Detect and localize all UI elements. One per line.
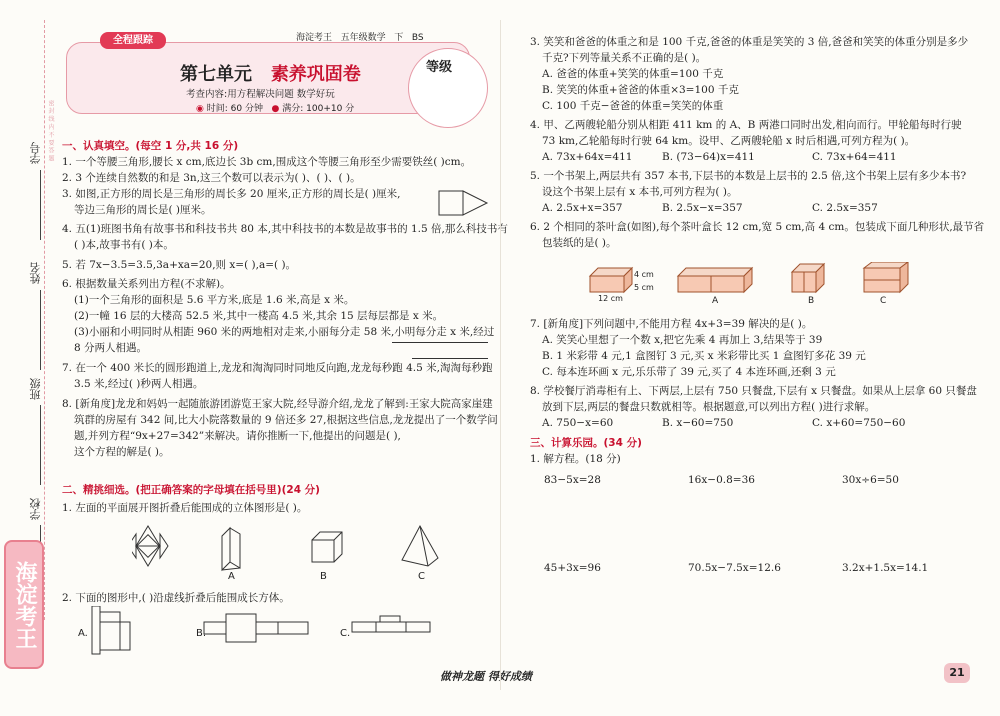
s1-q6a: (1)一个三角形的面积是 5.6 平方米,底是 1.6 米,高是 x 米。: [74, 294, 355, 306]
s2-q3a: 3. 笑笑和爸爸的体重之和是 100 千克,爸爸的体重是笑笑的 3 倍,爸爸和笑笑的体重分别是多少: [530, 36, 969, 48]
paper-title: 素养巩固卷: [270, 64, 361, 85]
s2-q7-option-a[interactable]: A. 笑笑心里想了一个数 x,把它先乘 4 再加上 3,结果等于 39: [542, 334, 823, 346]
package-a: [678, 268, 752, 292]
s2-q8-options: [530, 415, 970, 431]
q2-net-figures: [90, 606, 500, 658]
net-b: [204, 614, 308, 642]
answer-line-6-2[interactable]: [412, 358, 488, 359]
s2-q2: 2. 下面的图形中,( )沿虚线折叠后能围成长方体。: [62, 592, 290, 604]
s2-q4-options: [530, 149, 970, 165]
s1-q8d: 这个方程的解是( )。: [74, 446, 170, 458]
square-triangle-figure: [438, 188, 490, 218]
section-2-right: [530, 34, 985, 251]
equation-5[interactable]: 70.5x−7.5x=12.6: [688, 562, 781, 574]
class-field[interactable]: [40, 405, 41, 485]
class-label: 班级: [29, 378, 42, 400]
q2-option-b[interactable]: B.: [196, 628, 207, 639]
s2-q5b: 设这个书架上层有 x 本书,可列方程为( )。: [542, 186, 738, 198]
net-a: [92, 606, 130, 654]
student-id-label: 学号: [29, 142, 42, 164]
s2-q8a: 8. 学校餐厅消毒柜有上、下两层,上层有 750 只餐盘,下层有 x 只餐盘。如果从上层拿 60 只餐盘: [530, 385, 977, 397]
section-2-heading: 二、精挑细选。(把正确答案的字母填在括号里)(24 分): [62, 484, 320, 496]
s2-q3b: 千克?下列等量关系不正确的是( )。: [542, 52, 707, 64]
equation-2[interactable]: 16x−0.8=36: [688, 474, 755, 486]
s2-q6b: 包装纸的是( )。: [542, 237, 617, 249]
package-c: [864, 262, 908, 292]
s2-q3-option-c[interactable]: C. 100 千克−爸爸的体重=笑笑的体重: [542, 100, 724, 112]
pyramid-c: [402, 526, 438, 566]
section-2-right-lower: [530, 316, 977, 467]
s2-q3-option-b[interactable]: B. 笑笑的体重+爸爸的体重×3=100 千克: [542, 84, 739, 96]
s3-q1: 1. 解方程。(18 分): [530, 453, 621, 465]
name-label: 姓名: [29, 262, 42, 284]
page-title: [180, 60, 361, 86]
exam-content: 考查内容:用方程解决问题 数学好玩: [186, 89, 335, 100]
s1-q1: 1. 一个等腰三角形,腰长 x cm,底边长 3b cm,围成这个等腰三角形至少需要铁丝( )cm。: [62, 156, 472, 168]
time-limit: 时间: 60 分钟: [206, 104, 263, 114]
section-1: [62, 138, 508, 460]
equation-4[interactable]: 45+3x=96: [544, 562, 601, 574]
book-info: [296, 30, 424, 43]
s2-q7-option-b[interactable]: B. 1 米彩带 4 元,1 盒图钉 3 元,买 x 米彩带比买 1 盒图钉多花 39 元: [542, 350, 866, 362]
s1-q6c1: (3)小丽和小明同时从相距 960 米的两地相对走来,小丽每分走 58 米,小明每分走 x 米,经过: [74, 326, 495, 338]
net-figure: [132, 526, 168, 566]
equation-3[interactable]: 30x÷6=50: [842, 474, 899, 486]
q1-option-b[interactable]: B: [320, 571, 327, 582]
q8-option-c[interactable]: C. x+60=750−60: [812, 417, 906, 429]
s1-q6b: (2)一幢 16 层的大楼高 52.5 米,其中一楼高 4.5 米,其余 15 层每层都是 x 米。: [74, 310, 444, 322]
edition: BS: [411, 33, 424, 43]
student-id-field[interactable]: [40, 170, 41, 240]
q8-option-b[interactable]: B. x−60=750: [662, 417, 734, 429]
q6-option-c[interactable]: C: [880, 296, 887, 306]
section-1-heading: 一、认真填空。(每空 1 分,共 16 分): [62, 140, 239, 152]
footer-slogan: 做神龙题 得好成绩: [440, 670, 532, 683]
s2-q8b: 放到下层,两层的餐盘只数就相等。根据题意,可以列出方程( )进行求解。: [542, 401, 876, 413]
q1-option-c[interactable]: C: [418, 571, 425, 582]
page-fold: [500, 20, 501, 690]
term: 下: [394, 33, 404, 43]
s2-q4b: 73 km,乙轮船每时行驶 64 km。设甲、乙两艘轮船 x 时后相遇,可列方程为( )。: [542, 135, 916, 147]
clock-icon: ◉: [196, 104, 204, 114]
section-3-heading: 三、计算乐园。(34 分): [530, 437, 642, 449]
s2-q7-option-c[interactable]: C. 每本连环画 x 元,乐乐带了 39 元,买了 4 本连环画,还剩 3 元: [542, 366, 836, 378]
s1-q8c: 题,并列方程“9x+27=342”来解决。请你推断一下,他提出的问题是( ),: [74, 430, 401, 442]
single-box: [590, 268, 632, 292]
tracking-badge: 全程跟踪: [100, 32, 166, 49]
s2-q6a: 6. 2 个相同的茶叶盒(如图),每个茶叶盒长 12 cm,宽 5 cm,高 4 cm。包装成下面几种形状,最节省: [530, 221, 985, 233]
dim-length: 12 cm: [598, 294, 623, 303]
q1-option-a[interactable]: A: [228, 571, 235, 582]
s1-q4b: ( )本,故事书有( )本。: [74, 239, 174, 251]
school-label: 学校: [29, 498, 42, 520]
s1-q2: 2. 3 个连续自然数的和是 3n,这三个数可以表示为( )、( )、( )。: [62, 172, 361, 184]
grade: 五年级数学: [340, 33, 386, 43]
s1-q3b: 等边三角形的周长是( )厘米。: [74, 204, 212, 216]
s1-q7b: 3.5 米,经过( )秒两人相遇。: [74, 378, 204, 390]
s1-q8b: 筑群的房屋有 342 间,比大小院落数量的 9 倍还多 27,根据这些信息,龙龙提出了一个数学问: [74, 414, 498, 426]
q4-option-a[interactable]: A. 73x+64x=411: [542, 151, 633, 163]
cube-b: [312, 532, 342, 562]
q5-option-b[interactable]: B. 2.5x−x=357: [662, 202, 743, 214]
equation-6[interactable]: 3.2x+1.5x=14.1: [842, 562, 929, 574]
q6-option-a[interactable]: A: [712, 296, 719, 306]
q4-option-c[interactable]: C. 73x+64=411: [812, 151, 897, 163]
s1-q6c2: 8 分两人相遇。: [74, 342, 148, 354]
prism-a: [222, 528, 240, 570]
section-2-left: [62, 482, 502, 516]
name-field[interactable]: [40, 290, 41, 370]
unit-label: 第七单元: [180, 64, 252, 85]
s1-q7a: 7. 在一个 400 米长的圆形跑道上,龙龙和淘淘同时同地反向跑,龙龙每秒跑 4.5 米,淘淘每秒跑: [62, 362, 493, 374]
s1-q8a: 8. [新角度]龙龙和妈妈一起随旅游团游览王家大院,经导游介绍,龙龙了解到:王家大院高家崖建: [62, 398, 493, 410]
q5-option-a[interactable]: A. 2.5x+x=357: [542, 202, 623, 214]
s2-q4a: 4. 甲、乙两艘轮船分别从相距 411 km 的 A、B 两港口同时出发,相向而行。甲轮船每时行驶: [530, 119, 962, 131]
q2-option-c[interactable]: C.: [340, 628, 351, 639]
page-number: 21: [944, 663, 970, 683]
s1-q3a: 3. 如图,正方形的周长是三角形的周长多 20 厘米,正方形的周长是( )厘米,: [62, 188, 401, 200]
s2-q3-option-a[interactable]: A. 爸爸的体重+笑笑的体重=100 千克: [542, 68, 724, 80]
s1-q6: 6. 根据数量关系列出方程(不求解)。: [62, 278, 231, 290]
package-b: [792, 264, 824, 292]
s2-q7: 7. [新角度]下列问题中,不能用方程 4x+3=39 解决的是( )。: [530, 318, 813, 330]
s2-q5-options: [530, 200, 970, 216]
s2-q1: 1. 左面的平面展开图折叠后能围成的立体图形是( )。: [62, 502, 308, 514]
binding-spine: [0, 0, 58, 716]
grade-label: 等级: [426, 60, 453, 75]
q4-option-b[interactable]: B. (73−64)x=411: [662, 151, 755, 163]
q2-option-a[interactable]: A.: [78, 628, 88, 639]
full-score: 满分: 100+10 分: [282, 104, 355, 114]
q6-option-b[interactable]: B: [808, 296, 815, 306]
q5-option-c[interactable]: C. 2.5x=357: [812, 202, 878, 214]
publisher: 海淀考王: [296, 33, 333, 43]
seal-note: 密 封 线 内 不 要 答 题: [47, 100, 54, 162]
q8-option-a[interactable]: A. 750−x=60: [542, 417, 614, 429]
answer-line-6-1[interactable]: [392, 342, 488, 343]
net-c: [352, 616, 430, 632]
star-icon: ●: [271, 104, 280, 114]
q1-figures: [132, 524, 452, 584]
s1-q4a: 4. 五(1)班图书角有故事书和科技书共 80 本,其中科技书的本数是故事书的 1.5 倍,那么科技书有: [62, 223, 508, 235]
dim-width: 5 cm: [634, 283, 654, 292]
brand-logo: 海淀考王: [4, 540, 44, 669]
s2-q5a: 5. 一个书架上,两层共有 357 本书,下层书的本数是上层书的 2.5 倍,这个书架上层有多少本书?: [530, 170, 967, 182]
s1-q5: 5. 若 7x−3.5=3.5,3a+xa=20,则 x=( ),a=( )。: [62, 259, 297, 271]
seal-line: [44, 20, 45, 620]
equation-1[interactable]: 83−5x=28: [544, 474, 601, 486]
dim-height: 4 cm: [634, 270, 654, 279]
exam-meta: [196, 101, 354, 114]
